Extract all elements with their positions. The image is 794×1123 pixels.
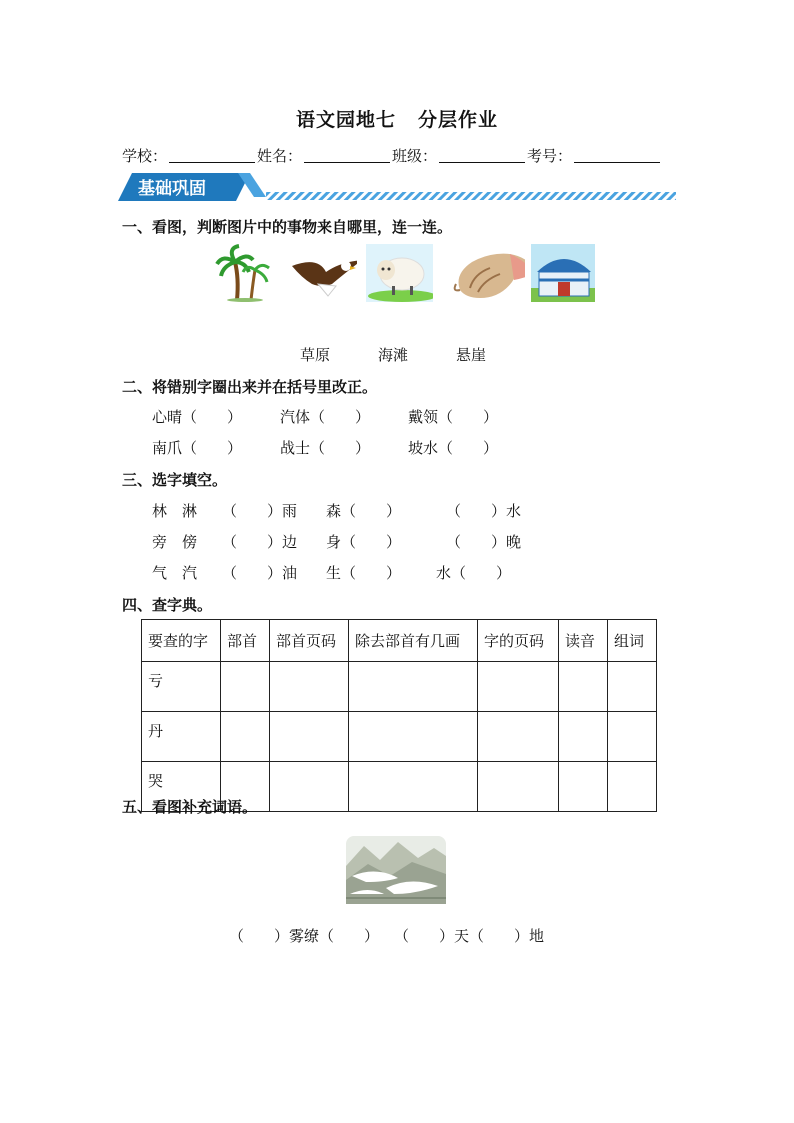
answer-cell[interactable]	[608, 762, 657, 812]
q1-picture-row	[215, 244, 595, 302]
q3-blank[interactable]: （ ）水	[446, 502, 522, 520]
dictionary-table	[141, 619, 657, 812]
place-cliff: 悬崖	[456, 346, 487, 364]
q3-choices: 旁 傍	[152, 533, 198, 551]
q2-item[interactable]: 戴领（ ）	[408, 408, 499, 426]
q3-blank[interactable]: 生（ ）	[326, 564, 402, 582]
sheep-icon	[361, 244, 433, 302]
table-row	[142, 662, 657, 712]
name-blank[interactable]	[304, 161, 390, 163]
q2-item[interactable]: 心晴（ ）	[152, 408, 243, 426]
q3-choices: 林 淋	[152, 502, 198, 520]
answer-cell[interactable]	[221, 712, 270, 762]
yurt-icon	[529, 244, 595, 302]
q3-choices: 气 汽	[152, 564, 198, 582]
q4-heading: 四、查字典。	[122, 596, 213, 614]
title-text: 语文园地七	[295, 109, 396, 131]
header-cell: 要查的字	[142, 620, 221, 662]
answer-cell[interactable]	[559, 662, 608, 712]
answer-cell[interactable]	[349, 662, 478, 712]
palm-tree-icon	[215, 244, 277, 302]
conch-shell-icon	[437, 244, 525, 302]
q5-fill-in[interactable]: （ ）雾缭（ ） （ ）天（ ）地	[229, 927, 545, 945]
q3-blank[interactable]: 水（ ）	[436, 564, 512, 582]
answer-cell[interactable]	[559, 712, 608, 762]
q2-item[interactable]: 汽体（ ）	[280, 408, 371, 426]
q2-item[interactable]: 坡水（ ）	[408, 439, 499, 457]
q2-heading: 二、将错别字圈出来并在括号里改正。	[122, 378, 378, 396]
misty-mountain-picture	[346, 836, 446, 904]
q3-row-3	[152, 562, 511, 583]
q2-row-2	[152, 437, 498, 458]
char-cell: 亏	[142, 662, 221, 712]
place-beach: 海滩	[378, 346, 409, 364]
school-blank[interactable]	[169, 161, 255, 163]
header-cell: 除去部首有几画	[349, 620, 478, 662]
header-cell: 读音	[559, 620, 608, 662]
table-header-row	[142, 620, 657, 662]
answer-cell[interactable]	[270, 712, 349, 762]
subtitle-text: 分层作业	[418, 109, 499, 131]
q2-item[interactable]: 战士（ ）	[280, 439, 371, 457]
student-info-line	[122, 145, 662, 166]
answer-cell[interactable]	[608, 662, 657, 712]
q3-blank[interactable]: 森（ ）	[326, 502, 402, 520]
page-title	[0, 105, 794, 132]
name-label: 姓名：	[257, 147, 303, 165]
q3-blank[interactable]: （ ）边	[222, 533, 298, 551]
char-cell: 哭	[142, 762, 221, 812]
q3-blank[interactable]: （ ）晚	[446, 533, 522, 551]
exam-number-label: 考号：	[527, 147, 573, 165]
char-cell: 丹	[142, 712, 221, 762]
place-grassland: 草原	[300, 346, 331, 364]
table-row	[142, 712, 657, 762]
q3-blank[interactable]: （ ）油	[222, 564, 298, 582]
answer-cell[interactable]	[478, 712, 559, 762]
q3-row-1	[152, 500, 521, 521]
q1-places	[300, 344, 486, 365]
answer-cell[interactable]	[478, 762, 559, 812]
eagle-icon	[281, 244, 357, 302]
header-cell: 部首	[221, 620, 270, 662]
answer-cell[interactable]	[349, 712, 478, 762]
q3-row-2	[152, 531, 521, 552]
class-blank[interactable]	[439, 161, 525, 163]
exam-number-blank[interactable]	[574, 161, 660, 163]
q5-heading: 五、看图补充词语。	[122, 798, 258, 816]
q3-blank[interactable]: 身（ ）	[326, 533, 402, 551]
answer-cell[interactable]	[608, 712, 657, 762]
banner-label: 基础巩固	[138, 179, 206, 199]
q1-heading: 一、看图，判断图片中的事物来自哪里，连一连。	[122, 218, 453, 236]
answer-cell[interactable]	[221, 662, 270, 712]
header-cell: 组词	[608, 620, 657, 662]
answer-cell[interactable]	[349, 762, 478, 812]
header-cell: 字的页码	[478, 620, 559, 662]
q2-item[interactable]: 南爪（ ）	[152, 439, 243, 457]
header-cell: 部首页码	[270, 620, 349, 662]
answer-cell[interactable]	[270, 662, 349, 712]
answer-cell[interactable]	[478, 662, 559, 712]
q3-blank[interactable]: （ ）雨	[222, 502, 298, 520]
q2-row-1	[152, 406, 498, 427]
class-label: 班级：	[392, 147, 438, 165]
answer-cell[interactable]	[270, 762, 349, 812]
section-banner	[118, 171, 678, 205]
school-label: 学校：	[122, 147, 168, 165]
answer-cell[interactable]	[559, 762, 608, 812]
q3-heading: 三、选字填空。	[122, 471, 228, 489]
